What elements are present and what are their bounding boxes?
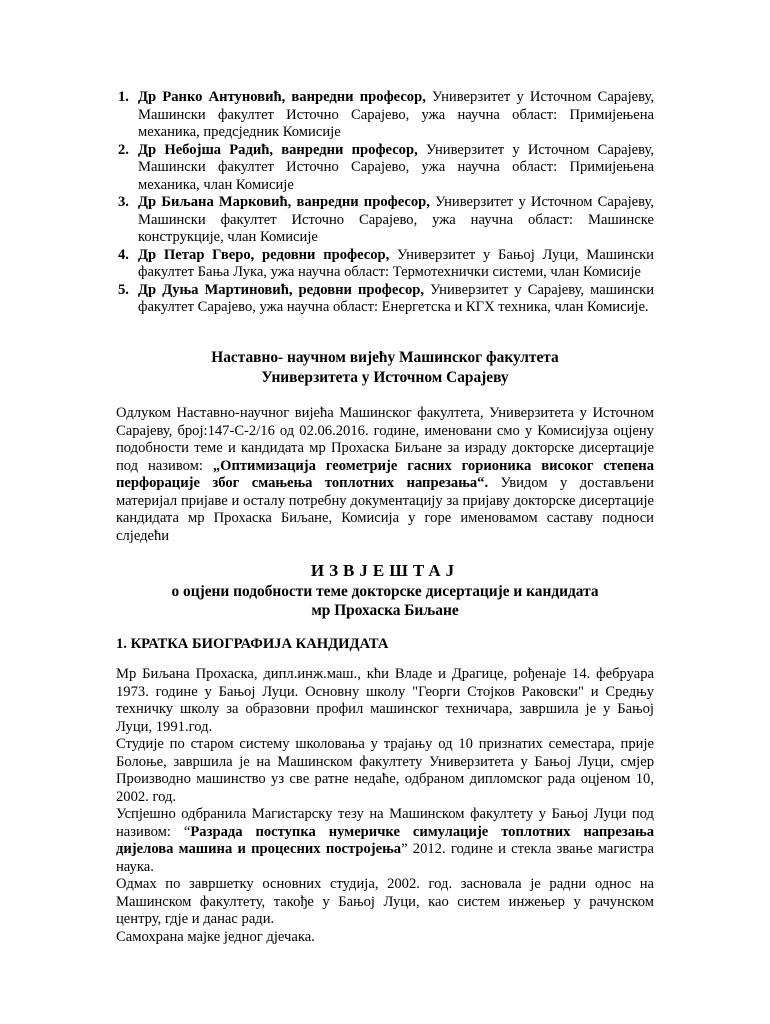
biography-paragraph-2: Студије по старом систему школовања у трајању од 10 признатих семестара, прије Болоње, завршила је на Машинском факултету Универзитета у Бањој Луци, смјер Производно машинство уз све ратне недаће, одбраном дипломског рада оцјеном 10, 2002. год. — [116, 736, 654, 805]
member-name-title: Др Дуња Мартиновић, редовни професор, — [138, 281, 425, 298]
intro-text-after: Увидом у достављени материјал пријаве и осталу потребну документацију за пријаву докторске дисертације кандидата мр Прохаска Биљане, Комисија у горе именовамом саставу подноси слједећи — [116, 475, 654, 544]
biography-paragraph-1: Мр Биљана Прохаска, дипл.инж.маш., кћи Владе и Драгице, рођенаје 14. фебруара 1973. године у Бањој Луци. Основну школу "Георги Стојков Раковски" и Средњу техничку школу за образовни профил машинског техничара, завршила је у Бањој Луци, 1991.год. — [116, 666, 654, 735]
biography-section — [116, 666, 654, 946]
list-number: 1. — [118, 89, 129, 105]
commission-member-5 — [118, 281, 654, 317]
addressee-line-2: Универзитета у Источном Сарајеву — [261, 369, 509, 386]
intro-text-before: Одлуком Наставно-научног вијећа Машинског факултета, Универзитета у Источном Сарајеву, број:147-С-2/16 од 02.06.2016. године, именовани смо у Комисијуза оцјену подобности теме и кандидата мр Прохаска Биљане за израду докторске дисертације под називом: — [116, 405, 654, 474]
commission-member-2 — [118, 141, 655, 195]
report-subtitle-line-2: мр Прохаска Биљане — [311, 602, 459, 619]
member-details: Универзитет у Источном Сарајеву, Машински факултет Источно Сарајево, ужа научна област: Примијењена механика, предсједник Комисије — [138, 89, 654, 140]
list-number: 2. — [118, 141, 129, 158]
member-details: Универзитет у Сарајеву, машински факултет Сарајево, ужа научна област: Енергетска и КГХ техника, члан Комисије. — [138, 281, 654, 315]
intro-paragraph — [116, 405, 654, 545]
biography-paragraph-3 — [116, 806, 654, 876]
dissertation-topic: „Оптимизација геометрије гасних горионика високог степена перфорације због смањења топлотних напрезања“. — [116, 457, 654, 491]
commission-member-4 — [118, 246, 654, 282]
addressee-heading — [116, 348, 654, 388]
commission-members-list — [118, 89, 655, 317]
commission-member-3 — [118, 194, 654, 247]
thesis-title: Разрада поступка нумеричке симулације топлотних напрезања дијелова машина и процесних постројења — [116, 823, 654, 857]
thesis-text-after: ” 2012. године и стекла звање магистра наука. — [116, 841, 655, 875]
member-name-title: Др Петар Гверо, редовни професор, — [138, 246, 390, 263]
member-details: Универзитет у Бањој Луци, Машински факултет Бања Лука, ужа научна област: Термотехнички системи, члан Комисије — [138, 246, 654, 280]
member-details: Универзитет у Источном Сарајеву, Машински факултет Источно Сарајево, ужа научна област: Примијењена механика, члан Комисије — [138, 141, 655, 193]
section-heading: 1. КРАТКА БИОГРАФИЈА КАНДИДАТА — [116, 636, 389, 652]
report-title: ИЗВЈЕШТАЈ — [310, 561, 460, 580]
member-name-title: Др Ранко Антуновић, ванредни професор, — [138, 89, 426, 105]
list-number: 4. — [118, 246, 129, 263]
biography-paragraph-4: Одмах по завршетку основних студија, 2002. год. засновала је радни однос на Машинском факултету, такође у Бањој Луци, као систем инжењер у рачунском центру, гдје и данас ради. — [116, 876, 654, 927]
commission-member-1 — [118, 89, 654, 142]
member-name-title: Др Небојша Радић, ванредни професор, — [138, 141, 418, 158]
member-name-title: Др Биљана Марковић, ванредни професор, — [138, 194, 430, 210]
list-number: 3. — [118, 194, 129, 210]
biography-paragraph-5: Самохрана мајке једног дјечака. — [116, 928, 315, 945]
addressee-line-1: Наставно- научном вијећу Машинског факултета — [211, 349, 559, 366]
report-subtitle-line-1: о оцјени подобности теме докторске дисертације и кандидата — [171, 583, 599, 600]
member-details: Универзитет у Источном Сарајеву, Машински факултет Источно Сарајево, ужа научна област: Машинске конструкције, члан Комисије — [138, 194, 654, 245]
list-number: 5. — [118, 281, 129, 298]
thesis-text-before: Успјешно одбранила Магистарску тезу на Машинском факултету у Бањој Луци под називом: “ — [116, 806, 654, 840]
report-subtitle — [116, 582, 654, 620]
